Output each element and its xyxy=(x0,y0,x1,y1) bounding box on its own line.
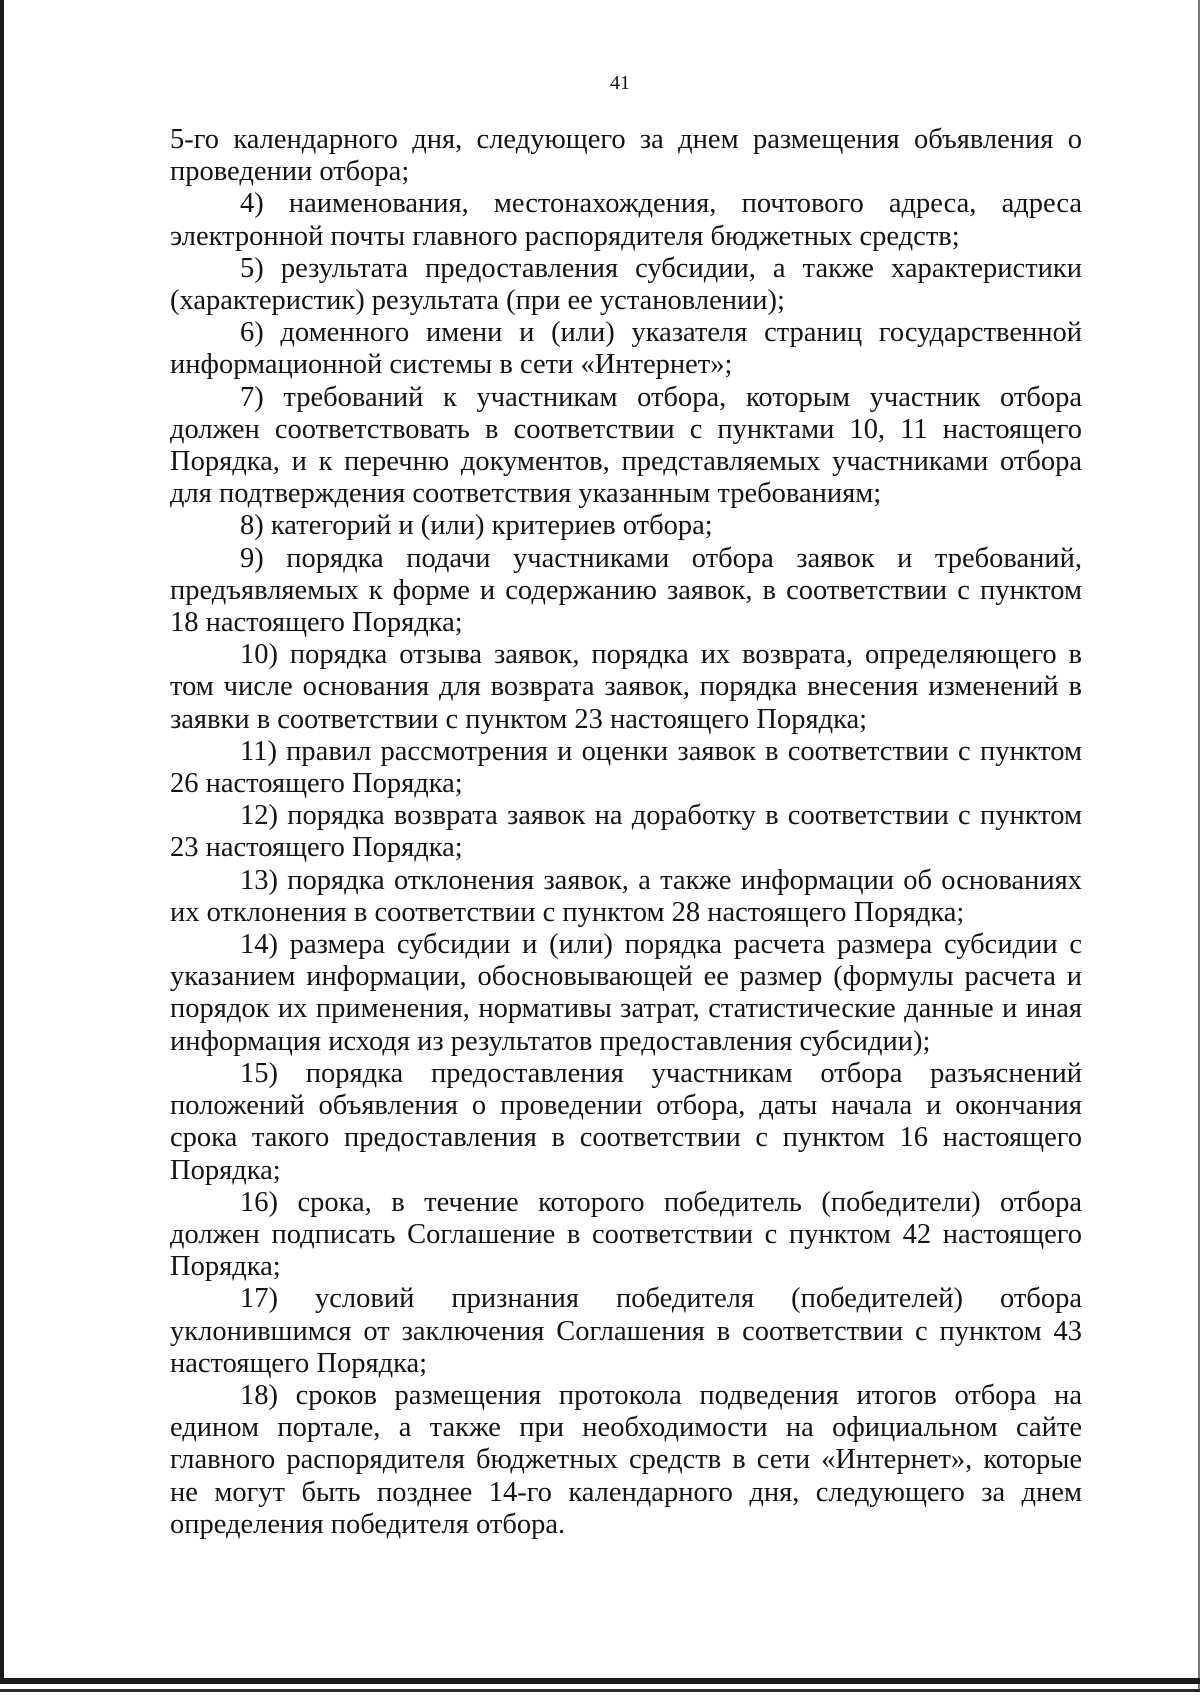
paragraph-continuation: 5-го календарного дня, следующего за днем размещения объявления о проведении отбора; xyxy=(170,124,1082,188)
list-item-11: 11) правил рассмотрения и оценки заявок в соответствии с пунктом 26 настоящего Порядка; xyxy=(170,735,1082,800)
list-item-13: 13) порядка отклонения заявок, а также информации об основаниях их отклонения в соответствии с пунктом 28 настоящего Порядка; xyxy=(170,864,1082,928)
list-item-4: 4) наименования, местонахождения, почтового адреса, адреса электронной почты главного распорядителя бюджетных средств; xyxy=(170,188,1082,252)
list-item-8: 8) категорий и (или) критериев отбора; xyxy=(240,510,713,542)
page-content xyxy=(170,124,1082,1541)
scan-edge-left xyxy=(0,0,4,1680)
list-item-7: 7) требований к участникам отбора, которым участник отбора должен соответствовать в соответствии с пунктами 10, 11 настоящего Порядка, и к перечню документов, представляемых участниками отбора для подтверждения соответствия указанным требованиям; xyxy=(170,381,1082,510)
page-number: 41 xyxy=(610,72,630,94)
list-item-18: 18) сроков размещения протокола подведения итогов отбора на едином портале, а также при необходимости на официальном сайте главного распорядителя бюджетных средств в сети «Интернет», которые не могут быть позднее 14-го календарного дня, следующего за днем определения победителя отбора. xyxy=(170,1379,1082,1540)
list-item-14: 14) размера субсидии и (или) порядка расчета размера субсидии с указанием информации, обосновывающей ее размер (формулы расчета и порядок их применения, нормативы затрат, статистические данные и иная информация исходя из результатов предоставления субсидии); xyxy=(170,929,1082,1057)
list-item-17: 17) условий признания победителя (победителей) отбора уклонившимся от заключения Соглашения в соответствии с пунктом 43 настоящего Порядка; xyxy=(170,1283,1082,1379)
list-item-16: 16) срока, в течение которого победитель (победители) отбора должен подписать Соглашение в соответствии с пунктом 42 настоящего Порядка; xyxy=(170,1186,1082,1283)
scan-edge-bottom-secondary xyxy=(0,1689,1200,1692)
list-item-10: 10) порядка отзыва заявок, порядка их возврата, определяющего в том числе основания для возврата заявок, порядка внесения изменений в заявки в соответствии с пунктом 23 настоящего Порядка; xyxy=(170,639,1082,735)
list-item-5: 5) результата предоставления субсидии, а также характеристики (характеристик) результата (при ее установлении); xyxy=(170,252,1082,317)
list-item-9: 9) порядка подачи участниками отбора заявок и требований, предъявляемых к форме и содержанию заявок, в соответствии с пунктом 18 настоящего Порядка; xyxy=(170,542,1082,639)
list-item-15: 15) порядка предоставления участникам отбора разъяснений положений объявления о проведении отбора, даты начала и окончания срока такого предоставления в соответствии с пунктом 16 настоящего Порядка; xyxy=(170,1057,1082,1186)
list-item-12: 12) порядка возврата заявок на доработку в соответствии с пунктом 23 настоящего Порядка; xyxy=(170,800,1082,864)
scan-edge-bottom xyxy=(0,1678,1200,1684)
list-item-6: 6) доменного имени и (или) указателя страниц государственной информационной системы в сети «Интернет»; xyxy=(170,317,1082,381)
